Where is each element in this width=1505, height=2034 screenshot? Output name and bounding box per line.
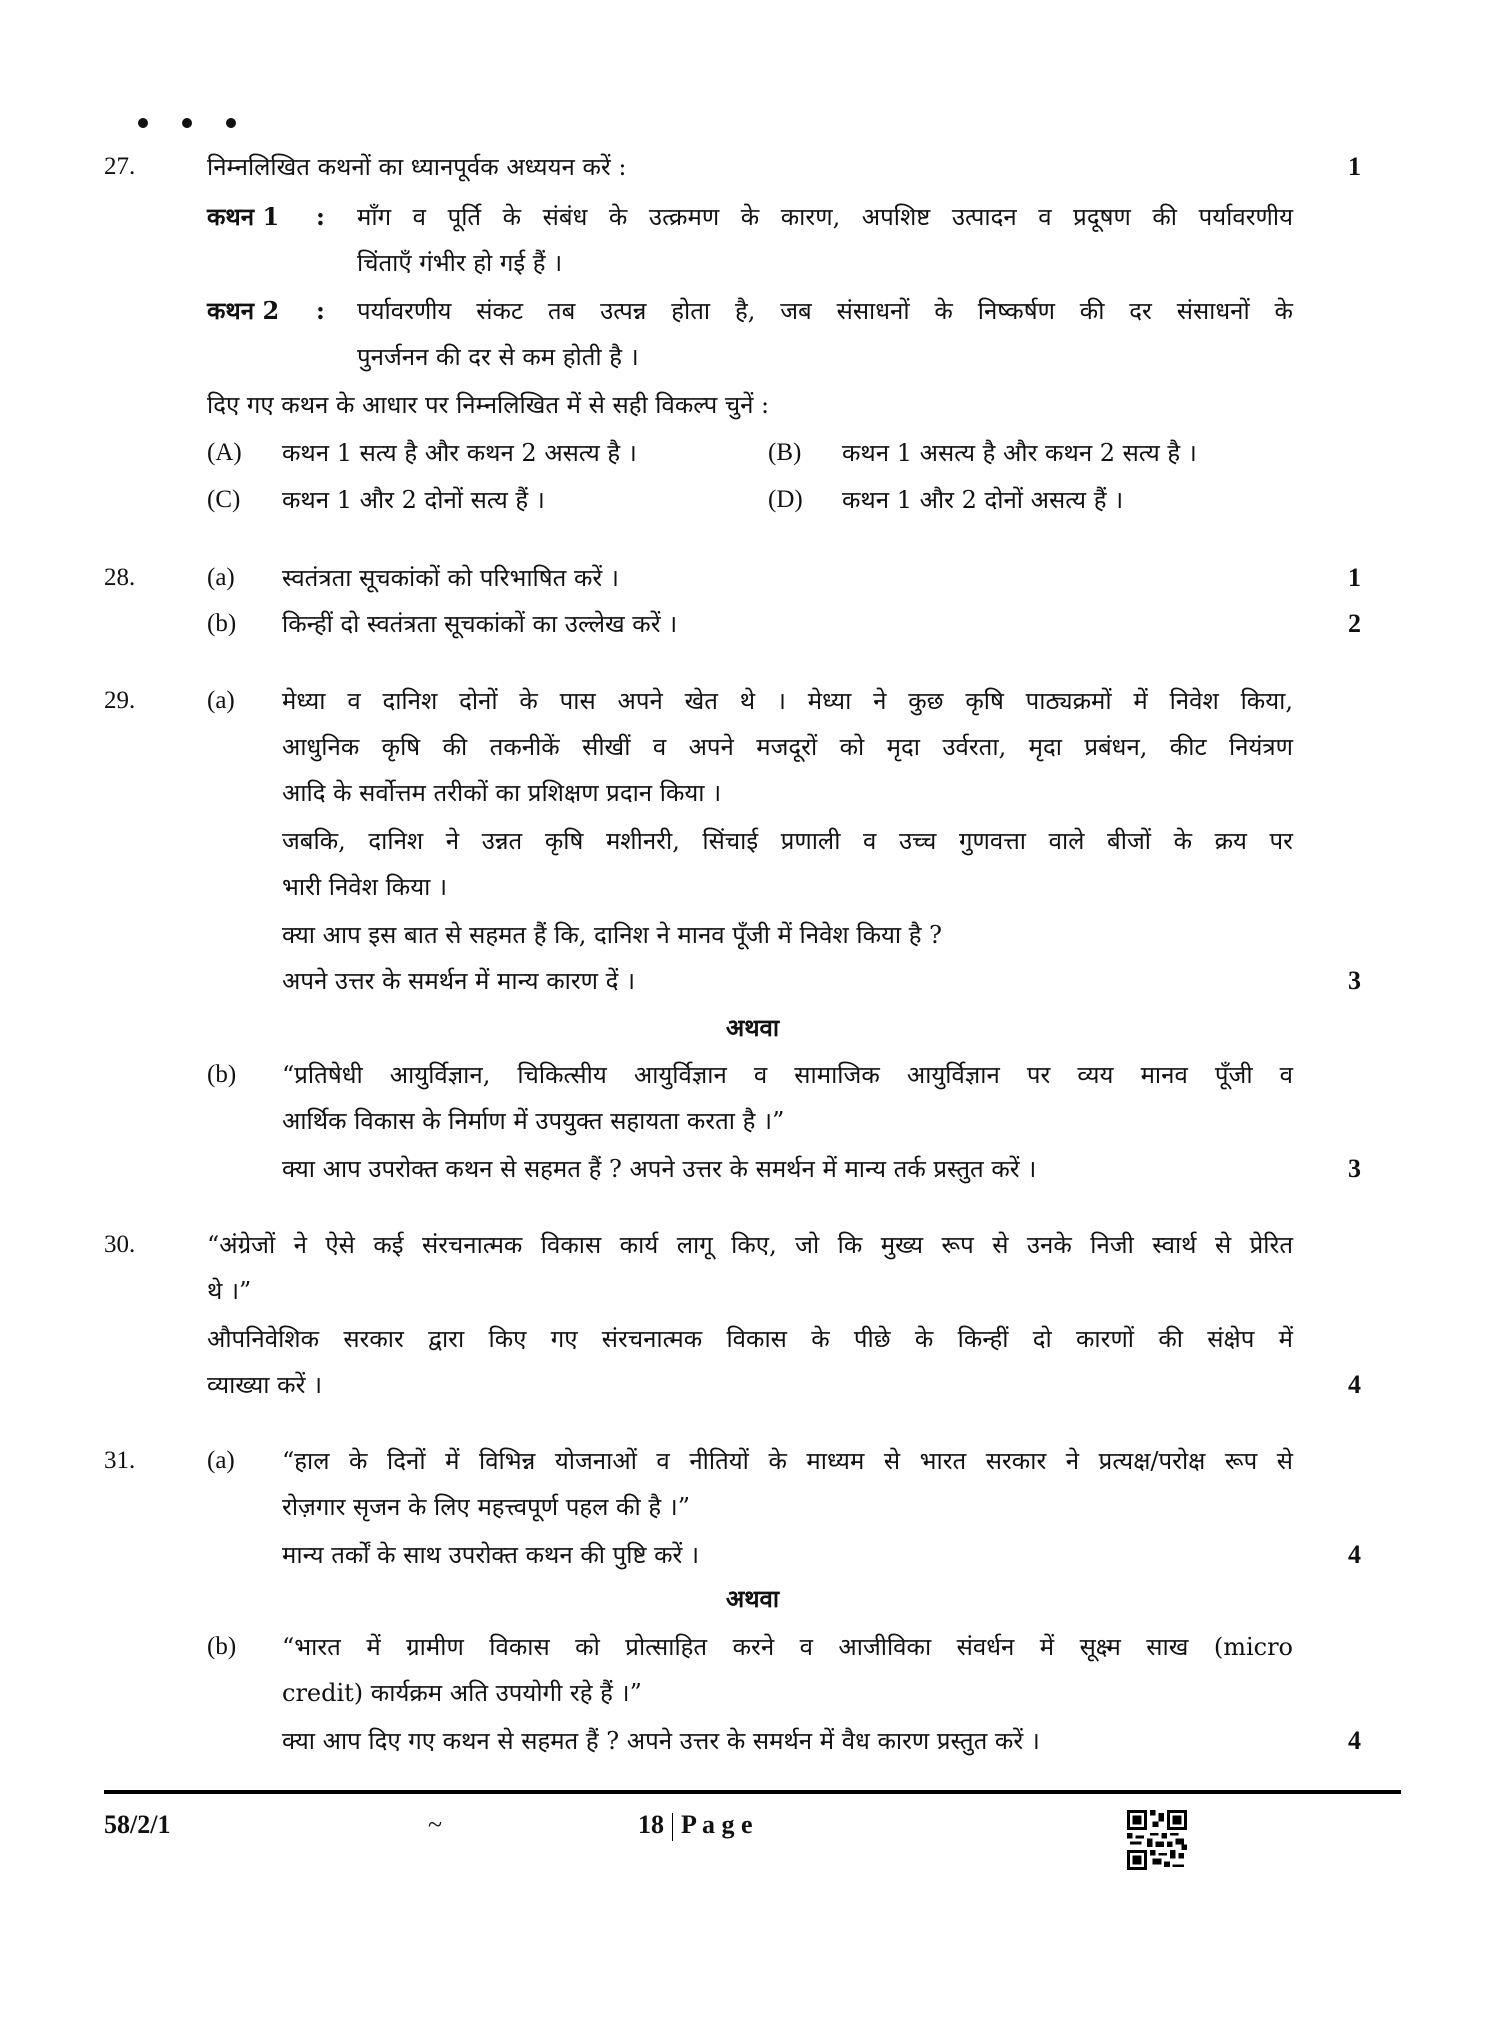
footer-rule xyxy=(104,1790,1401,1794)
question-text: औपनिवेशिक सरकार द्वारा किए गए संरचनात्मक विकास के पीछे के किन्हीं दो कारणों की संक्षेप में xyxy=(207,1325,1293,1353)
option-key: (B) xyxy=(768,439,802,466)
tilde-mark: ~ xyxy=(428,1810,443,1839)
part-text: रोज़गार सृजन के लिए महत्त्वपूर्ण पहल की है ।” xyxy=(282,1493,691,1521)
part-text: credit) कार्यक्रम अति उपयोगी रहे हैं ।” xyxy=(282,1679,642,1707)
page-label: P a g e xyxy=(681,1810,753,1839)
or-separator: अथवा xyxy=(725,1584,780,1613)
colon: : xyxy=(316,296,325,325)
question-number: 30. xyxy=(104,1231,136,1258)
part-key: (a) xyxy=(207,687,235,714)
option-text: कथन 1 और 2 दोनों असत्य हैं । xyxy=(842,486,1124,514)
marks: 4 xyxy=(1348,1370,1361,1399)
paper-code: 58/2/1 xyxy=(104,1810,171,1839)
part-key: (a) xyxy=(207,564,235,591)
option-text: कथन 1 असत्य है और कथन 2 सत्य है । xyxy=(842,439,1197,467)
statement-label: कथन 1 xyxy=(207,202,280,231)
question-text: “अंग्रेजों ने ऐसे कई संरचनात्मक विकास कार्य लागू किए, जो कि मुख्य रूप से उनके निजी स्वार्थ से प्रेरित xyxy=(207,1231,1293,1259)
part-text: क्या आप इस बात से सहमत हैं कि, दानिश ने मानव पूँजी में निवेश किया है ? xyxy=(282,921,943,949)
marks: 4 xyxy=(1348,1726,1361,1755)
page-indicator xyxy=(638,1810,753,1841)
statement-text: माँग व पूर्ति के संबंध के उत्क्रमण के कारण, अपशिष्ट उत्पादन व प्रदूषण की पर्यावरणीय xyxy=(357,203,1293,231)
question-number: 31. xyxy=(104,1447,136,1474)
part-text: “हाल के दिनों में विभिन्न योजनाओं व नीतियों के माध्यम से भारत सरकार ने प्रत्यक्ष/परोक्ष रूप से xyxy=(282,1447,1293,1475)
question-text: थे ।” xyxy=(207,1277,252,1305)
question-number: 28. xyxy=(104,564,136,591)
part-text: “भारत में ग्रामीण विकास को प्रोत्साहित करने व आजीविका संवर्धन में सूक्ष्म साख (micro xyxy=(282,1633,1293,1661)
dot-icon xyxy=(226,118,236,128)
option-text: कथन 1 और 2 दोनों सत्य हैं । xyxy=(282,486,545,514)
marks: 1 xyxy=(1348,563,1361,592)
part-text: किन्हीं दो स्वतंत्रता सूचकांकों का उल्लेख करें । xyxy=(282,610,678,638)
question-text: व्याख्या करें । xyxy=(207,1371,323,1399)
part-key: (a) xyxy=(207,1447,235,1474)
page-separator xyxy=(672,1813,673,1841)
option-key: (D) xyxy=(768,486,803,513)
question-number: 29. xyxy=(104,687,136,714)
dot-icon xyxy=(182,118,192,128)
dot-icon xyxy=(138,118,148,128)
statement-text: पर्यावरणीय संकट तब उत्पन्न होता है, जब संसाधनों के निष्कर्षण की दर संसाधनों के xyxy=(357,297,1293,325)
marks: 2 xyxy=(1348,609,1361,638)
part-text: मान्य तर्कों के साथ उपरोक्त कथन की पुष्टि करें । xyxy=(282,1541,700,1569)
part-text: स्वतंत्रता सूचकांकों को परिभाषित करें । xyxy=(282,564,619,592)
option-key: (A) xyxy=(207,439,242,466)
part-text: मेध्या व दानिश दोनों के पास अपने खेत थे । मेध्या ने कुछ कृषि पाठ्यक्रमों में निवेश किया, xyxy=(282,687,1293,715)
part-text: “प्रतिषेधी आयुर्विज्ञान, चिकित्सीय आयुर्विज्ञान व सामाजिक आयुर्विज्ञान पर व्यय मानव पूँजी व xyxy=(282,1061,1293,1089)
marks: 3 xyxy=(1348,966,1361,995)
or-separator: अथवा xyxy=(725,1013,780,1042)
question-prompt: निम्नलिखित कथनों का ध्यानपूर्वक अध्ययन करें : xyxy=(207,153,627,181)
part-text: क्या आप दिए गए कथन से सहमत हैं ? अपने उत्तर के समर्थन में वैध कारण प्रस्तुत करें । xyxy=(282,1727,1040,1755)
part-key: (b) xyxy=(207,610,237,637)
part-key: (b) xyxy=(207,1061,237,1088)
qr-code-icon xyxy=(1127,1810,1187,1870)
statement-text: पुनर्जनन की दर से कम होती है । xyxy=(357,343,639,371)
part-text: भारी निवेश किया । xyxy=(282,873,448,901)
part-key: (b) xyxy=(207,1633,237,1660)
marks: 3 xyxy=(1348,1154,1361,1183)
continuation-marker xyxy=(138,118,236,128)
marks: 1 xyxy=(1348,152,1361,181)
part-text: आधुनिक कृषि की तकनीकें सीखीं व अपने मजदूरों को मृदा उर्वरता, मृदा प्रबंधन, कीट नियंत्रण xyxy=(282,733,1293,761)
colon: : xyxy=(316,202,325,231)
statement-text: चिंताएँ गंभीर हो गई हैं । xyxy=(357,249,563,277)
marks: 4 xyxy=(1348,1540,1361,1569)
page-number: 18 xyxy=(638,1810,664,1839)
part-text: जबकि, दानिश ने उन्नत कृषि मशीनरी, सिंचाई प्रणाली व उच्च गुणवत्ता वाले बीजों के क्रय पर xyxy=(282,827,1293,855)
question-number: 27. xyxy=(104,153,136,180)
part-text: अपने उत्तर के समर्थन में मान्य कारण दें । xyxy=(282,967,636,995)
part-text: आर्थिक विकास के निर्माण में उपयुक्त सहायता करता है ।” xyxy=(282,1107,785,1135)
option-key: (C) xyxy=(207,486,241,513)
option-text: कथन 1 सत्य है और कथन 2 असत्य है । xyxy=(282,439,637,467)
statement-label: कथन 2 xyxy=(207,296,280,325)
question-instruction: दिए गए कथन के आधार पर निम्नलिखित में से सही विकल्प चुनें : xyxy=(207,391,770,419)
part-text: आदि के सर्वोत्तम तरीकों का प्रशिक्षण प्रदान किया । xyxy=(282,779,722,807)
part-text: क्या आप उपरोक्त कथन से सहमत हैं ? अपने उत्तर के समर्थन में मान्य तर्क प्रस्तुत करें । xyxy=(282,1155,1037,1183)
